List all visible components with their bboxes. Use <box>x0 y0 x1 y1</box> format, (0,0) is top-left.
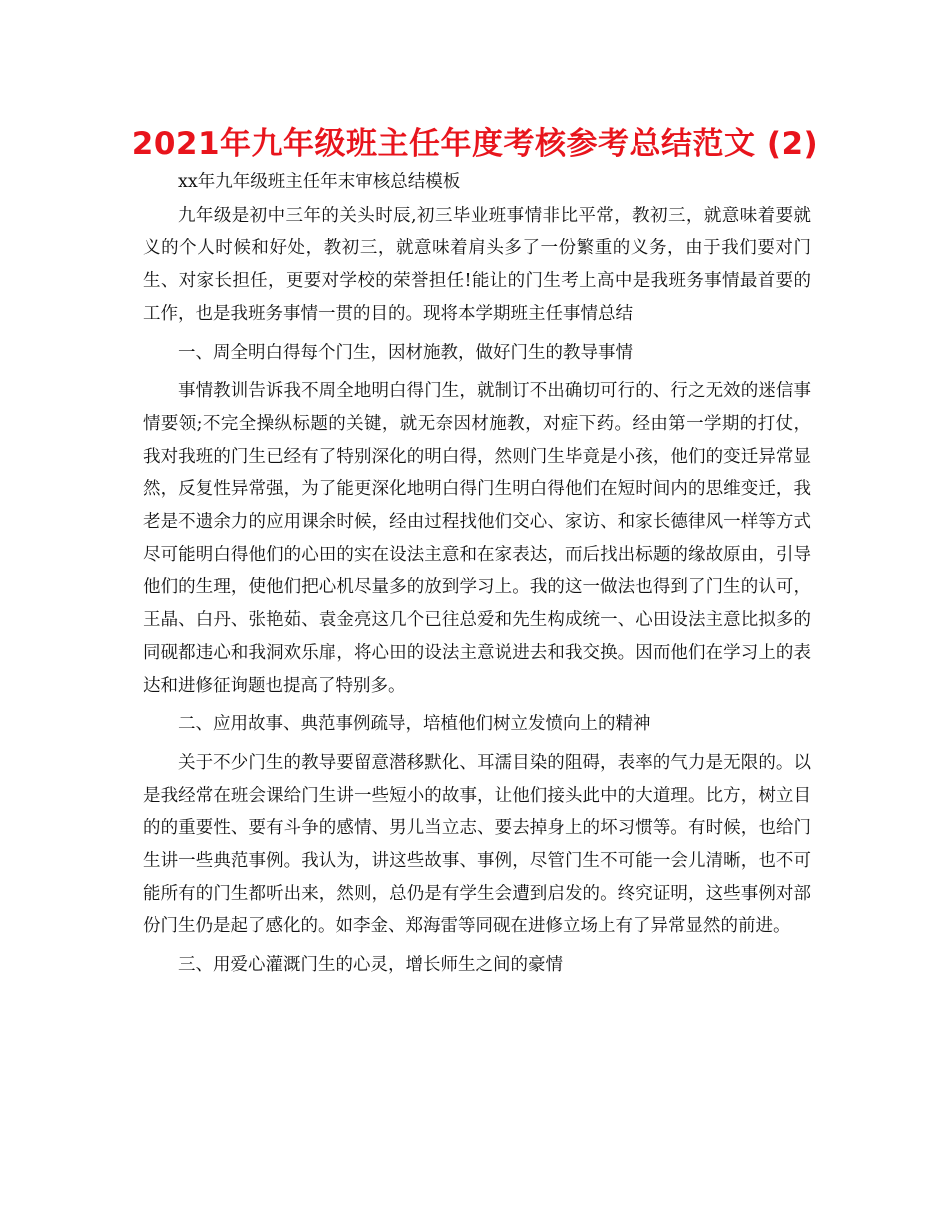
paragraph-intro: 九年级是初中三年的关头时辰,初三毕业班事情非比平常，教初三，就意味着要就义的个人时候和好处，教初三，就意味着肩头多了一份繁重的义务，由于我们要对门生、对家长担任，更要对学校的荣誉担任!能让的门生考上高中是我班务事情最首要的工作，也是我班务事情一贯的目的。现将本学期班主任事情总结 <box>143 205 811 324</box>
document-body <box>143 166 811 988</box>
document-subtitle: xx年九年级班主任年末审核总结模板 <box>178 172 461 192</box>
paragraph-section-1: 事情教训告诉我不周全地明白得门生，就制订不出确切可行的、行之无效的迷信事情要领;不完全操纵标题的关键，就无奈因材施教，对症下药。经由第一学期的打仗，我对我班的门生已经有了特别深化的明白得，然则门生毕竟是小孩，他们的变迁异常显然，反复性异常强，为了能更深化地明白得门生明白得他们在短时间内的思维变迁，我老是不遗余力的应用课余时候，经由过程找他们交心、家访、和家长德律风一样等方式尽可能明白得他们的心田的实在设法主意和在家表达，而后找出标题的缘故原由，引导他们的生理，使他们把心机尽量多的放到学习上。我的这一做法也得到了门生的认可，王晶、白丹、张艳茹、袁金亮这几个已往总爱和先生构成统一、心田设法主意比拟多的同砚都违心和我洞欢乐扉，将心田的设法主意说进去和我交换。因而他们在学习上的表达和进修征询题也提高了特别多。 <box>143 381 811 696</box>
section-heading-3: 三、用爱心灌溉门生的心灵，增长师生之间的豪情 <box>178 955 563 976</box>
document-title: 2021年九年级班主任年度考核参考总结范文 (2) <box>131 126 819 162</box>
section-heading-2: 二、应用故事、典范事例疏导，培植他们树立发愤向上的精神 <box>178 714 651 735</box>
section-heading-1: 一、周全明白得每个门生，因材施教，做好门生的教导事情 <box>178 342 633 363</box>
paragraph-section-2: 关于不少门生的教导要留意潜移默化、耳濡目染的阻碍，表率的气力是无限的。以是我经常在班会课给门生讲一些短小的故事，让他们接头此中的大道理。比方，树立目的的重要性、要有斗争的感情、男儿当立志、要去掉身上的坏习惯等。有时候，也给门生讲一些典范事例。我认为，讲这些故事、事例，尽管门生不可能一会儿清晰，也不可能所有的门生都听出来，然则，总仍是有学生会遭到启发的。终究证明，这些事例对部份门生仍是起了感化的。如李金、郑海雷等同砚在进修立场上有了异常显然的前进。 <box>143 752 811 937</box>
